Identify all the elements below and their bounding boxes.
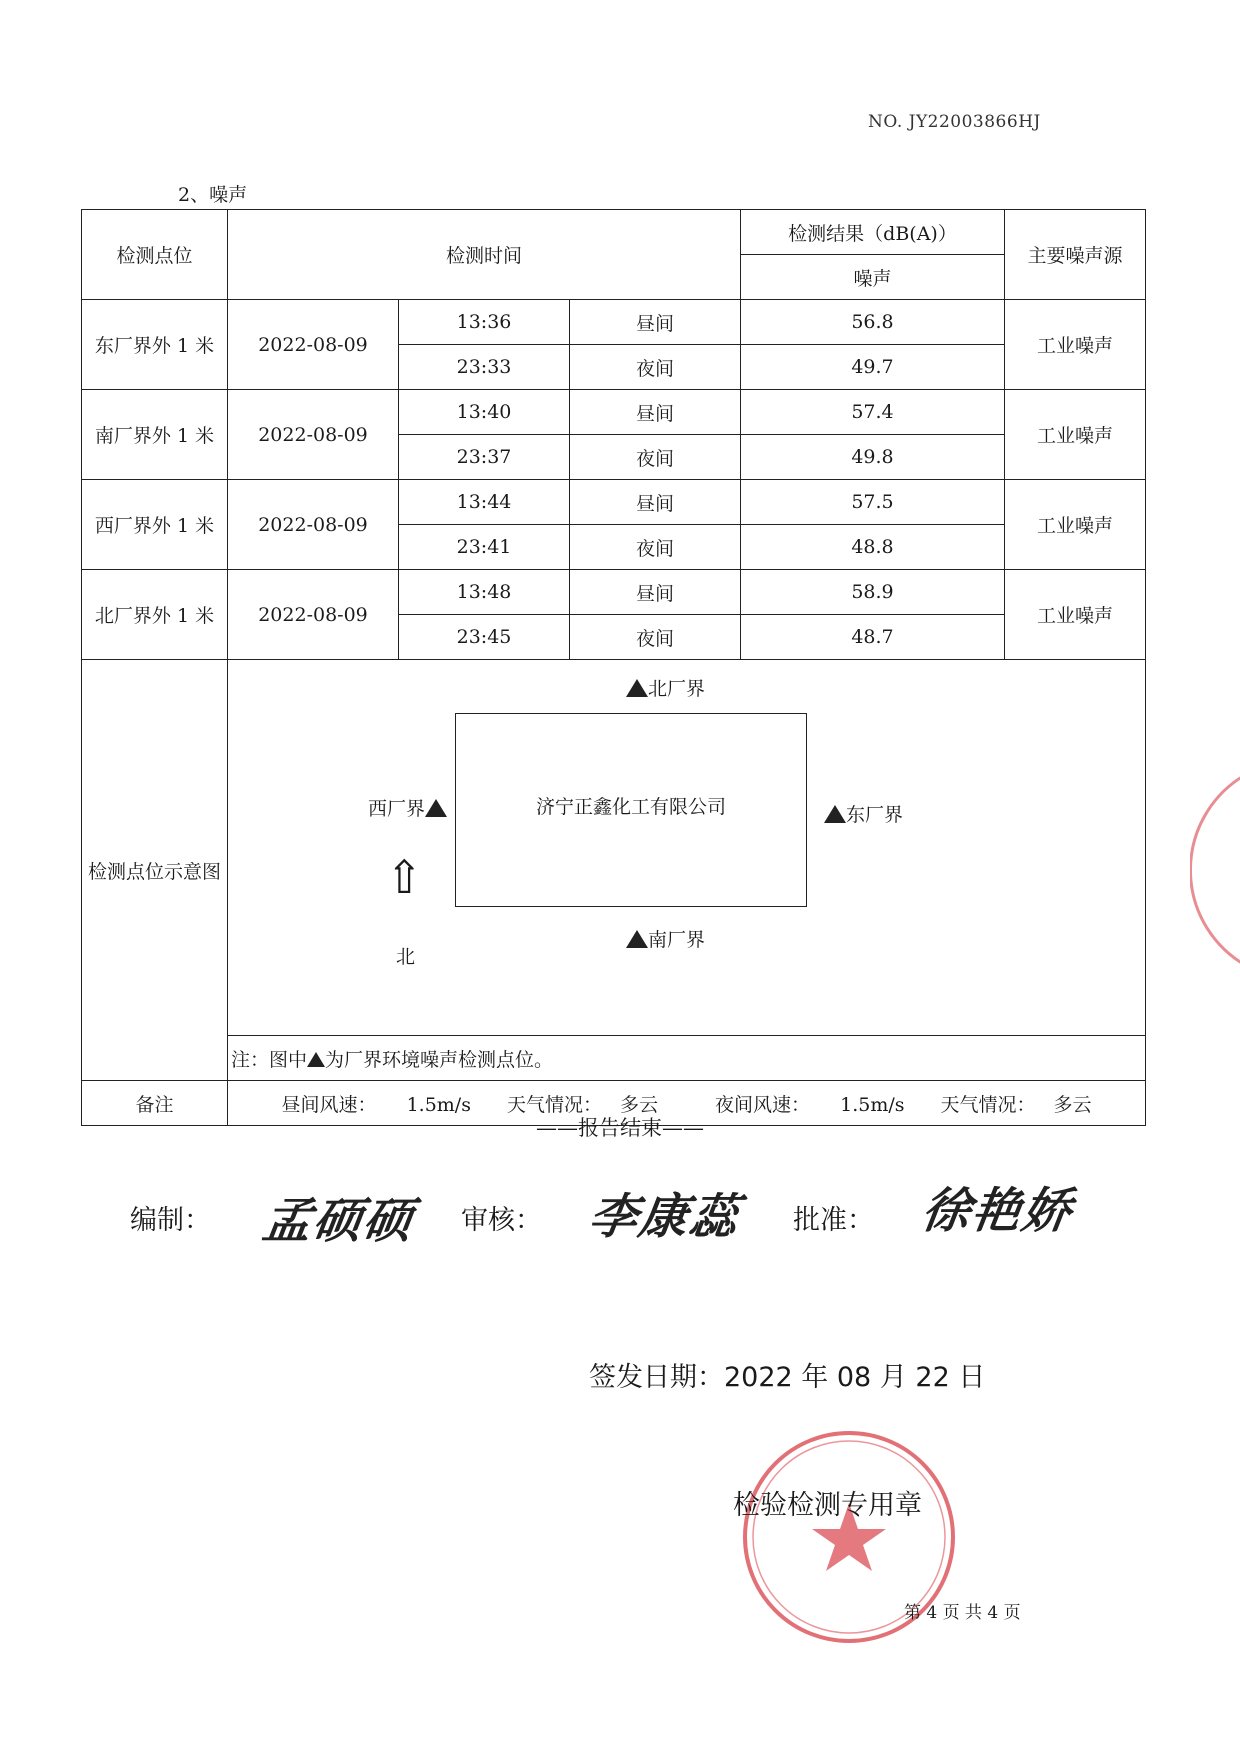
value-cell: 48.8 xyxy=(741,525,1005,570)
point-cell: 东厂界外 1 米 xyxy=(82,300,228,390)
source-cell: 工业噪声 xyxy=(1005,480,1146,570)
value-cell: 58.9 xyxy=(741,570,1005,615)
report-end: ——报告结束—— xyxy=(536,1116,704,1140)
north-boundary-marker xyxy=(626,674,705,701)
source-cell: 工业噪声 xyxy=(1005,390,1146,480)
header-noise: 噪声 xyxy=(741,255,1005,300)
point-cell: 西厂界外 1 米 xyxy=(82,480,228,570)
south-boundary-marker xyxy=(626,925,705,952)
west-boundary-label: 西厂界 xyxy=(368,798,426,820)
header-point: 检测点位 xyxy=(82,210,228,300)
east-boundary-marker xyxy=(824,800,903,827)
value-cell: 49.8 xyxy=(741,435,1005,480)
page-number: 第 4 页 共 4 页 xyxy=(904,1603,1021,1623)
diagram-note xyxy=(228,1036,1146,1081)
header-result: 检测结果（dB(A)） xyxy=(741,210,1005,255)
value-cell: 56.8 xyxy=(741,300,1005,345)
value-cell: 57.5 xyxy=(741,480,1005,525)
stamp-label: 检验检测专用章 xyxy=(733,1490,922,1521)
period-cell: 夜间 xyxy=(570,525,741,570)
header-time: 检测时间 xyxy=(228,210,741,300)
note-suffix: 为厂界环境噪声检测点位。 xyxy=(325,1048,554,1071)
review-label: 审核： xyxy=(461,1205,542,1236)
value-cell: 48.7 xyxy=(741,615,1005,660)
night-wind: 夜间风速： 1.5m/s xyxy=(715,1093,905,1116)
north-arrow-icon: ⇧ xyxy=(385,850,424,904)
header-source: 主要噪声源 xyxy=(1005,210,1146,300)
date-cell: 2022-08-09 xyxy=(228,480,399,570)
date-cell: 2022-08-09 xyxy=(228,300,399,390)
triangle-icon xyxy=(307,1052,325,1067)
time-cell: 23:45 xyxy=(399,615,570,660)
source-cell: 工业噪声 xyxy=(1005,570,1146,660)
west-boundary-marker xyxy=(368,794,447,821)
date-cell: 2022-08-09 xyxy=(228,570,399,660)
point-cell: 南厂界外 1 米 xyxy=(82,390,228,480)
time-cell: 13:48 xyxy=(399,570,570,615)
partial-seal-edge xyxy=(1190,770,1240,970)
time-cell: 13:36 xyxy=(399,300,570,345)
value-cell: 49.7 xyxy=(741,345,1005,390)
time-cell: 23:41 xyxy=(399,525,570,570)
note-prefix: 注：图中 xyxy=(231,1048,308,1071)
remarks-label: 备注 xyxy=(82,1081,228,1126)
noise-table xyxy=(81,209,1146,1126)
issue-date: 签发日期：2022 年 08 月 22 日 xyxy=(589,1362,986,1393)
monitoring-point-diagram xyxy=(228,660,1146,1036)
period-cell: 昼间 xyxy=(570,480,741,525)
period-cell: 昼间 xyxy=(570,300,741,345)
period-cell: 夜间 xyxy=(570,435,741,480)
factory-outline xyxy=(455,713,807,907)
period-cell: 夜间 xyxy=(570,345,741,390)
time-cell: 13:44 xyxy=(399,480,570,525)
north-direction-label: 北 xyxy=(396,946,416,968)
document-number: NO. JY22003866HJ xyxy=(868,112,1041,132)
period-cell: 昼间 xyxy=(570,570,741,615)
approve-label: 批准： xyxy=(793,1205,874,1236)
company-name: 济宁正鑫化工有限公司 xyxy=(535,796,726,818)
day-weather: 天气情况： 多云 xyxy=(506,1093,658,1116)
review-signature: 李康蕊 xyxy=(585,1189,744,1245)
date-cell: 2022-08-09 xyxy=(228,390,399,480)
south-boundary-label: 南厂界 xyxy=(648,929,706,951)
north-boundary-label: 北厂界 xyxy=(648,678,706,700)
triangle-icon xyxy=(626,930,648,948)
time-cell: 23:33 xyxy=(399,345,570,390)
value-cell: 57.4 xyxy=(741,390,1005,435)
point-cell: 北厂界外 1 米 xyxy=(82,570,228,660)
triangle-icon xyxy=(824,805,846,823)
triangle-icon xyxy=(425,799,447,817)
day-wind: 昼间风速： 1.5m/s xyxy=(281,1093,471,1116)
time-cell: 23:37 xyxy=(399,435,570,480)
approve-signature: 徐艳娇 xyxy=(918,1183,1077,1239)
east-boundary-label: 东厂界 xyxy=(846,804,904,826)
triangle-icon xyxy=(626,679,648,697)
compiled-label: 编制： xyxy=(130,1205,211,1236)
time-cell: 13:40 xyxy=(399,390,570,435)
period-cell: 夜间 xyxy=(570,615,741,660)
diagram-label: 检测点位示意图 xyxy=(82,660,228,1081)
period-cell: 昼间 xyxy=(570,390,741,435)
compiled-signature: 孟硕硕 xyxy=(259,1193,418,1249)
night-weather: 天气情况： 多云 xyxy=(940,1093,1092,1116)
section-title: 2、噪声 xyxy=(178,184,248,206)
source-cell: 工业噪声 xyxy=(1005,300,1146,390)
